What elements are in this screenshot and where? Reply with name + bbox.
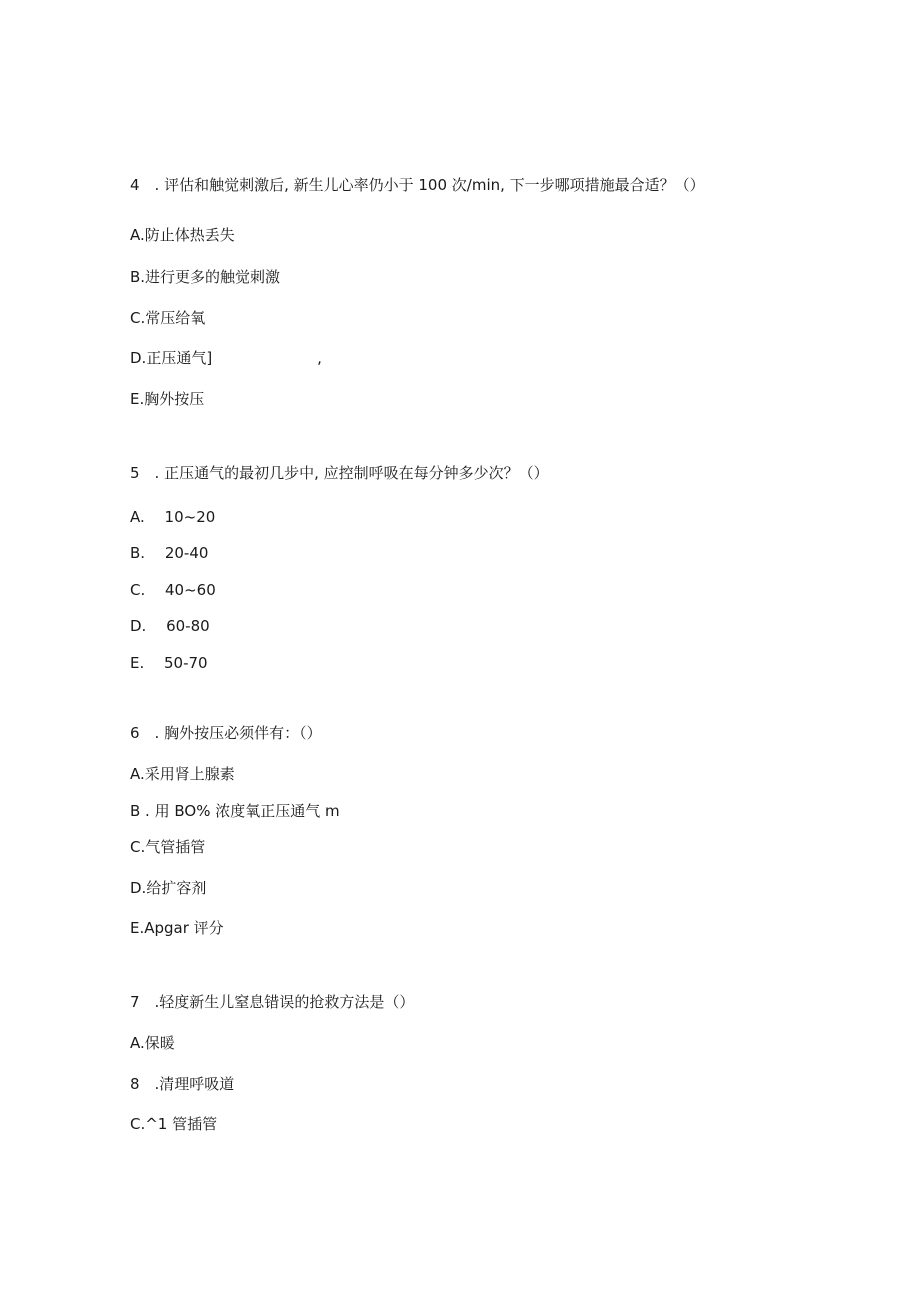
- answer-option: E.胸外按压: [130, 390, 205, 408]
- answer-option: A.防止体热丢失: [130, 226, 235, 244]
- question-stem: 7 .轻度新生儿窒息错误的抢救方法是（）: [130, 993, 415, 1011]
- answer-option: D. 60-80: [130, 617, 210, 635]
- answer-option: D.正压通气] ,: [130, 349, 322, 367]
- answer-option: A. 10~20: [130, 508, 216, 526]
- answer-option: E.Apgar 评分: [130, 919, 224, 937]
- answer-option: B.进行更多的触觉刺激: [130, 268, 281, 286]
- answer-option: B . 用 BO% 浓度氧正压通气 m: [130, 802, 340, 820]
- answer-option: C.常压给氧: [130, 309, 206, 327]
- question-stem: 5 . 正压通气的最初几步中, 应控制呼吸在每分钟多少次？（）: [130, 464, 549, 482]
- answer-option: C.气管插管: [130, 838, 206, 856]
- answer-option: C. 40~60: [130, 581, 216, 599]
- answer-option: E. 50-70: [130, 654, 208, 672]
- answer-option: A.保暖: [130, 1034, 175, 1052]
- answer-option: B. 20-40: [130, 544, 209, 562]
- question-stem: 4 . 评估和触觉刺激后, 新生儿心率仍小于 100 次/min, 下一步哪项措施最合适？（）: [130, 176, 705, 194]
- answer-option: A.采用肾上腺素: [130, 765, 235, 783]
- question-stem: 6 . 胸外按压必须伴有：（）: [130, 724, 322, 742]
- answer-option: 8 .清理呼吸道: [130, 1075, 235, 1093]
- answer-option: C.^1 管插管: [130, 1115, 218, 1133]
- answer-option: D.给扩容剂: [130, 879, 207, 897]
